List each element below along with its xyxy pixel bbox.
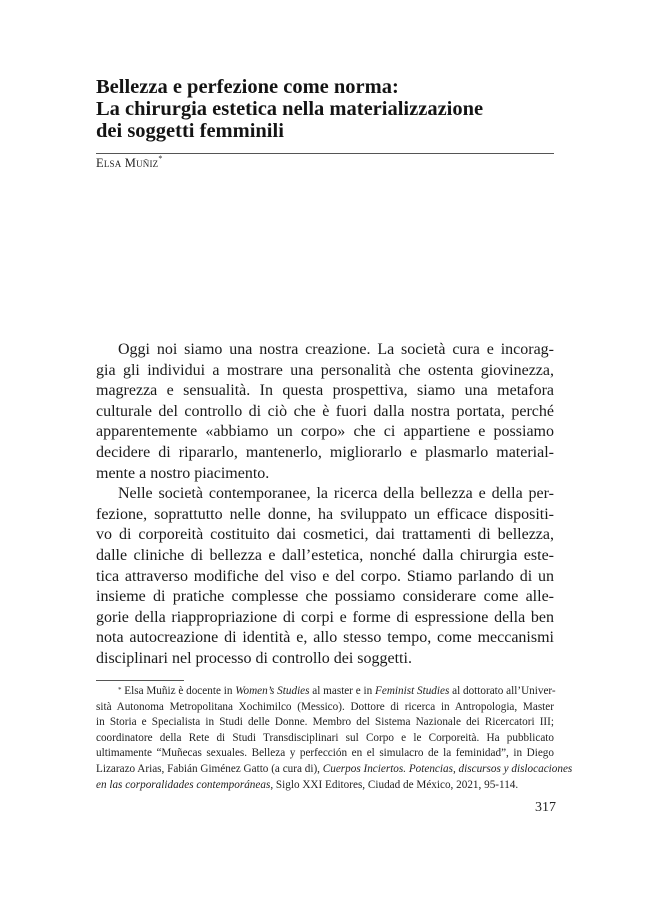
author-label: Elsa Muñiz	[96, 156, 159, 170]
page-number: 317	[535, 800, 556, 815]
footnote-divider	[96, 680, 184, 681]
text-line: Oggi noi siamo una nostra creazione. La società cura e incorag-	[118, 341, 554, 358]
text-line: vo di corporeità costituito dai cosmetici, dai trattamenti di bellezza,	[96, 526, 554, 544]
title-divider	[96, 153, 554, 154]
text-line: tica attraverso modifiche del viso e del corpo. Stiamo parlando di un	[96, 567, 554, 585]
author-footnote-mark: *	[158, 154, 163, 163]
title-line: Bellezza e perfezione come norma:	[96, 76, 399, 98]
author-name	[96, 156, 163, 171]
text-line: decidere di ripararlo, mantenerlo, migliorarlo e plasmarlo material-	[96, 443, 554, 461]
footnote-line	[96, 762, 573, 778]
footnote-line: sità Autonoma Metropolitana Xochimilco (Messico). Dottore di ricerca in Antropologia, Master	[96, 700, 554, 713]
title-line: dei soggetti femminili	[96, 120, 284, 142]
footnote-line	[96, 684, 554, 700]
text-line: gorie della riappropriazione di corpi e forme di espressione della ben	[96, 608, 554, 626]
footnote	[96, 684, 573, 793]
footnote-italic: Cuerpos Inciertos. Potencias, discursos y dislocaciones	[322, 762, 573, 775]
footnote-italic: Feminist Studies	[375, 685, 450, 697]
chapter-title	[96, 76, 566, 142]
text-line: magrezza e sensualità. In questa prospettiva, siamo una metafora	[96, 382, 554, 400]
footnote-text: Elsa Muñiz è docente in	[121, 685, 236, 697]
text-line: dalle cliniche di bellezza e dall’estetica, nonché dalla chirurgia este-	[96, 546, 554, 564]
footnote-mark: *	[118, 686, 122, 694]
title-line: La chirurgia estetica nella materializzazione	[96, 98, 484, 120]
text-line: insieme di pratiche complesse che possiamo considerare come alle-	[96, 588, 554, 606]
paragraph	[96, 340, 554, 484]
footnote-italic: en las corporalidades contemporáneas	[96, 778, 271, 791]
text-line: disciplinari nel processo di controllo dei soggetti.	[96, 649, 412, 667]
body-text	[96, 340, 554, 670]
text-line: mente a nostro piacimento.	[96, 464, 270, 482]
text-line: apparentemente «abbiamo un corpo» che ci appartiene e possiamo	[96, 423, 554, 441]
footnote-text: al master e in	[309, 685, 376, 697]
footnote-italic: Women’s Studies	[235, 685, 310, 697]
paragraph	[96, 484, 554, 669]
footnote-text: Lizarazo Arias, Fabián Giménez Gatto (a cura di),	[96, 762, 323, 775]
text-line: culturale del controllo di ciò che è fuori dalla nostra portata, perché	[96, 402, 554, 420]
footnote-line: coordinatore della Rete di Studi Transdisciplinari sul Corpo e le Corporeità. Ha pubblicato	[96, 731, 554, 744]
footnote-text: al dottorato all’Univer-	[449, 685, 556, 697]
footnote-line: in Storia e Specialista in Studi delle Donne. Membro del Sistema Nazionale dei Ricercatori III;	[96, 716, 554, 729]
text-line: nota autocreazione di identità e, allo stesso tempo, come meccanismi	[96, 629, 554, 647]
footnote-text: , Siglo XXI Editores, Ciudad de México, 2021, 95-114.	[270, 778, 519, 791]
text-line: Nelle società contemporanee, la ricerca della bellezza e della per-	[118, 485, 554, 503]
footnote-line	[96, 778, 554, 794]
footnote-line: ultimamente “Muñecas sexuales. Belleza y perfección en el simulacro de la feminidad”, in Diego	[96, 747, 554, 760]
text-line: gia gli individui a mostrare una personalità che ostenta giovinezza,	[96, 361, 554, 379]
text-line: fezione, soprattutto nelle donne, ha sviluppato un efficace dispositi-	[96, 505, 554, 523]
